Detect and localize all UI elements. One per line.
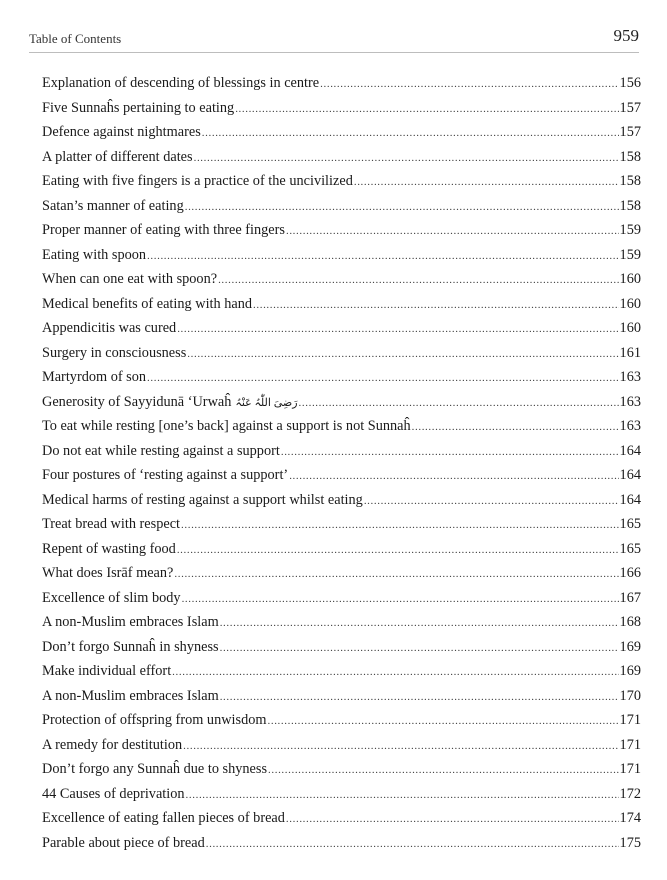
toc-entry (42, 169, 641, 194)
toc-entry-title-text: Repent of wasting food (42, 540, 176, 557)
toc-entry (42, 782, 641, 807)
toc-entry-title-text: A non-Muslim embraces Islam (42, 614, 219, 630)
toc-entry-title (42, 194, 184, 219)
toc-entry (42, 757, 641, 782)
toc-entry-title-text: Explanation of descending of blessings in centre (42, 75, 320, 91)
toc-entry-title-text: Proper manner of eating with three fingers (42, 222, 285, 238)
toc-entry-title (42, 365, 146, 390)
toc-entry-title-text: A platter of different dates (42, 148, 193, 165)
toc-entry-page-number: 171 (619, 736, 641, 753)
toc-entry (42, 414, 641, 439)
dot-leader (412, 415, 619, 440)
toc-entry-title-text: Four postures of ‘resting against a support’ (42, 467, 289, 483)
dot-leader (286, 807, 619, 832)
toc-entry-page-number: 163 (619, 393, 641, 410)
dot-leader (177, 538, 619, 563)
toc-entry-title (42, 341, 186, 366)
toc-entry (42, 439, 641, 464)
toc-entry-title-text: Treat bread with respect (42, 516, 181, 532)
toc-entry-title-text: Defence against nightmares (42, 124, 201, 140)
toc-entry-title-text: To eat while resting [one’s back] against a support is not Sunnaĥ (42, 418, 411, 434)
toc-entry-page-number: 159 (619, 222, 641, 238)
dot-leader (220, 685, 619, 710)
toc-entry (42, 635, 641, 660)
toc-entry (42, 831, 641, 856)
toc-entry (42, 267, 641, 292)
dot-leader (220, 611, 619, 636)
toc-entry-title (42, 610, 219, 635)
toc-entry-title-text: Parable about piece of bread (42, 834, 205, 851)
toc-entry-title-text: Appendicitis was cured (42, 320, 177, 336)
toc-entry-title-text: Surgery in consciousness (42, 344, 187, 361)
dot-leader (182, 587, 619, 612)
toc-entry (42, 586, 641, 611)
toc-entry (42, 684, 641, 709)
toc-entry-arabic-honorific: رَضِیَ اللّٰہُ عَنْہُ (235, 396, 298, 409)
toc-entry (42, 243, 641, 268)
toc-entry-title (42, 782, 185, 807)
toc-entry-title (42, 512, 180, 537)
toc-entry-page-number: 163 (619, 418, 641, 434)
toc-entry-title-text: Excellence of slim body (42, 589, 181, 606)
toc-entry-title-text: What does Isrāf mean? (42, 565, 174, 581)
toc-entry-title (42, 831, 205, 856)
toc-entry-title-text: Make individual effort (42, 663, 172, 679)
toc-entry (42, 120, 641, 145)
toc-entry-title (42, 635, 219, 660)
toc-entry-title (42, 659, 171, 684)
toc-entry-title-text: When can one eat with spoon? (42, 271, 218, 287)
dot-leader (181, 513, 619, 538)
toc-entry (42, 488, 641, 513)
toc-entry (42, 341, 641, 366)
toc-entry-page-number: 171 (619, 712, 641, 728)
dot-leader (235, 97, 618, 122)
toc-entry-title (42, 145, 193, 170)
dot-leader (286, 219, 619, 244)
toc-entry (42, 659, 641, 684)
toc-entry-title (42, 120, 201, 145)
toc-entry-title (42, 243, 146, 268)
toc-entry-page-number: 158 (619, 197, 641, 214)
toc-entry-title-text: Eating with spoon (42, 246, 147, 263)
toc-entry-title-text: A non-Muslim embraces Islam (42, 687, 219, 704)
toc-entry-title-text: Medical harms of resting against a support whilst eating (42, 491, 363, 508)
toc-entry (42, 610, 641, 635)
toc-entry-page-number: 164 (619, 442, 641, 459)
toc-entry-title (42, 708, 267, 733)
dot-leader (172, 660, 618, 685)
toc-entry-title-text: Medical benefits of eating with hand (42, 295, 253, 312)
dot-leader (220, 636, 619, 661)
toc-entry-page-number: 175 (619, 834, 641, 851)
toc-entry-title (42, 439, 280, 464)
toc-entry-title-text: Excellence of eating fallen pieces of bread (42, 810, 285, 826)
toc-entry-title (42, 316, 176, 341)
toc-entry-page-number: 159 (619, 246, 641, 263)
toc-entry-title (42, 292, 252, 317)
toc-entry (42, 194, 641, 219)
toc-entry-title (42, 684, 219, 709)
toc-entry-title-text: Protection of offspring from unwisdom (42, 712, 267, 728)
toc-entry-page-number: 157 (619, 124, 641, 140)
dot-leader (354, 170, 619, 195)
toc-entry-title (42, 414, 411, 439)
toc-entry-title (42, 71, 319, 96)
toc-entry-title (42, 463, 288, 488)
dot-leader (194, 146, 619, 171)
toc-entry (42, 218, 641, 243)
toc-entry-page-number: 157 (619, 99, 641, 116)
toc-entry-title (42, 806, 285, 831)
toc-entry-title (42, 757, 267, 782)
toc-entry-title-text: Don’t forgo any Sunnaĥ due to shyness (42, 761, 268, 777)
dot-leader (289, 464, 618, 489)
toc-entry-page-number: 169 (619, 638, 641, 655)
toc-entry (42, 365, 641, 390)
dot-leader (187, 342, 618, 367)
dot-leader (147, 366, 619, 391)
toc-entry-page-number: 171 (619, 761, 641, 777)
toc-entry (42, 463, 641, 488)
toc-entry-page-number: 169 (619, 663, 641, 679)
toc-entry-title (42, 586, 181, 611)
toc-entry (42, 292, 641, 317)
toc-entry-page-number: 167 (619, 589, 641, 606)
toc-entry-page-number: 174 (619, 810, 641, 826)
dot-leader (364, 489, 619, 514)
table-of-contents (42, 71, 641, 855)
dot-leader (185, 195, 619, 220)
dot-leader (320, 72, 618, 97)
toc-entry-page-number: 158 (619, 173, 641, 189)
toc-entry (42, 733, 641, 758)
toc-entry-page-number: 160 (619, 320, 641, 336)
dot-leader (186, 783, 619, 808)
toc-entry-title (42, 218, 285, 243)
toc-entry (42, 561, 641, 586)
toc-entry (42, 145, 641, 170)
toc-entry (42, 512, 641, 537)
toc-entry-title (42, 169, 353, 194)
dot-leader (268, 709, 619, 734)
toc-entry-page-number: 158 (619, 148, 641, 165)
toc-entry-title (42, 537, 176, 562)
toc-entry-title-text: Five Sunnaĥs pertaining to eating (42, 99, 235, 116)
page-header (29, 26, 639, 53)
running-header-title: Table of Contents (29, 31, 122, 46)
dot-leader (202, 121, 619, 146)
toc-entry-page-number: 164 (619, 491, 641, 508)
dot-leader (174, 562, 618, 587)
toc-entry-page-number: 163 (619, 369, 641, 385)
toc-entry-title-text: A remedy for destitution (42, 736, 183, 753)
toc-entry-page-number: 160 (619, 271, 641, 287)
toc-entry (42, 708, 641, 733)
toc-entry-title (42, 561, 173, 586)
toc-entry-page-number: 160 (619, 295, 641, 312)
toc-entry-page-number: 161 (619, 344, 641, 361)
toc-entry-page-number: 172 (619, 785, 641, 802)
toc-entry-title-text: Do not eat while resting against a support (42, 442, 280, 459)
toc-entry-page-number: 156 (619, 75, 641, 91)
dot-leader (147, 244, 619, 269)
dot-leader (281, 440, 619, 465)
toc-entry-page-number: 168 (619, 614, 641, 630)
toc-entry-title (42, 390, 298, 416)
toc-entry-page-number: 164 (619, 467, 641, 483)
toc-entry (42, 316, 641, 341)
dot-leader (299, 391, 619, 416)
toc-entry-page-number: 165 (619, 540, 641, 557)
dot-leader (218, 268, 618, 293)
toc-entry-title-text: Generosity of Sayyidunā ‘Urwaĥ (42, 393, 232, 410)
toc-entry (42, 537, 641, 562)
dot-leader (253, 293, 619, 318)
toc-entry-title (42, 267, 217, 292)
toc-entry (42, 96, 641, 121)
dot-leader (183, 734, 618, 759)
dot-leader (268, 758, 619, 783)
toc-entry-page-number: 165 (619, 516, 641, 532)
dot-leader (206, 832, 619, 857)
toc-entry-title (42, 488, 363, 513)
toc-entry (42, 71, 641, 96)
dot-leader (177, 317, 618, 342)
toc-entry (42, 390, 641, 415)
toc-entry-title-text: Eating with five fingers is a practice of the uncivilized (42, 173, 353, 189)
page-number: 959 (613, 26, 639, 45)
toc-entry-title (42, 96, 234, 121)
toc-entry-title-text: 44 Causes of deprivation (42, 785, 185, 802)
toc-entry-title-text: Martyrdom of son (42, 369, 147, 385)
toc-entry-title-text: Satan’s manner of eating (42, 197, 184, 214)
toc-entry (42, 806, 641, 831)
toc-entry-title (42, 733, 182, 758)
toc-entry-title-text: Don’t forgo Sunnaĥ in shyness (42, 638, 219, 655)
toc-entry-page-number: 166 (619, 565, 641, 581)
toc-entry-page-number: 170 (619, 687, 641, 704)
